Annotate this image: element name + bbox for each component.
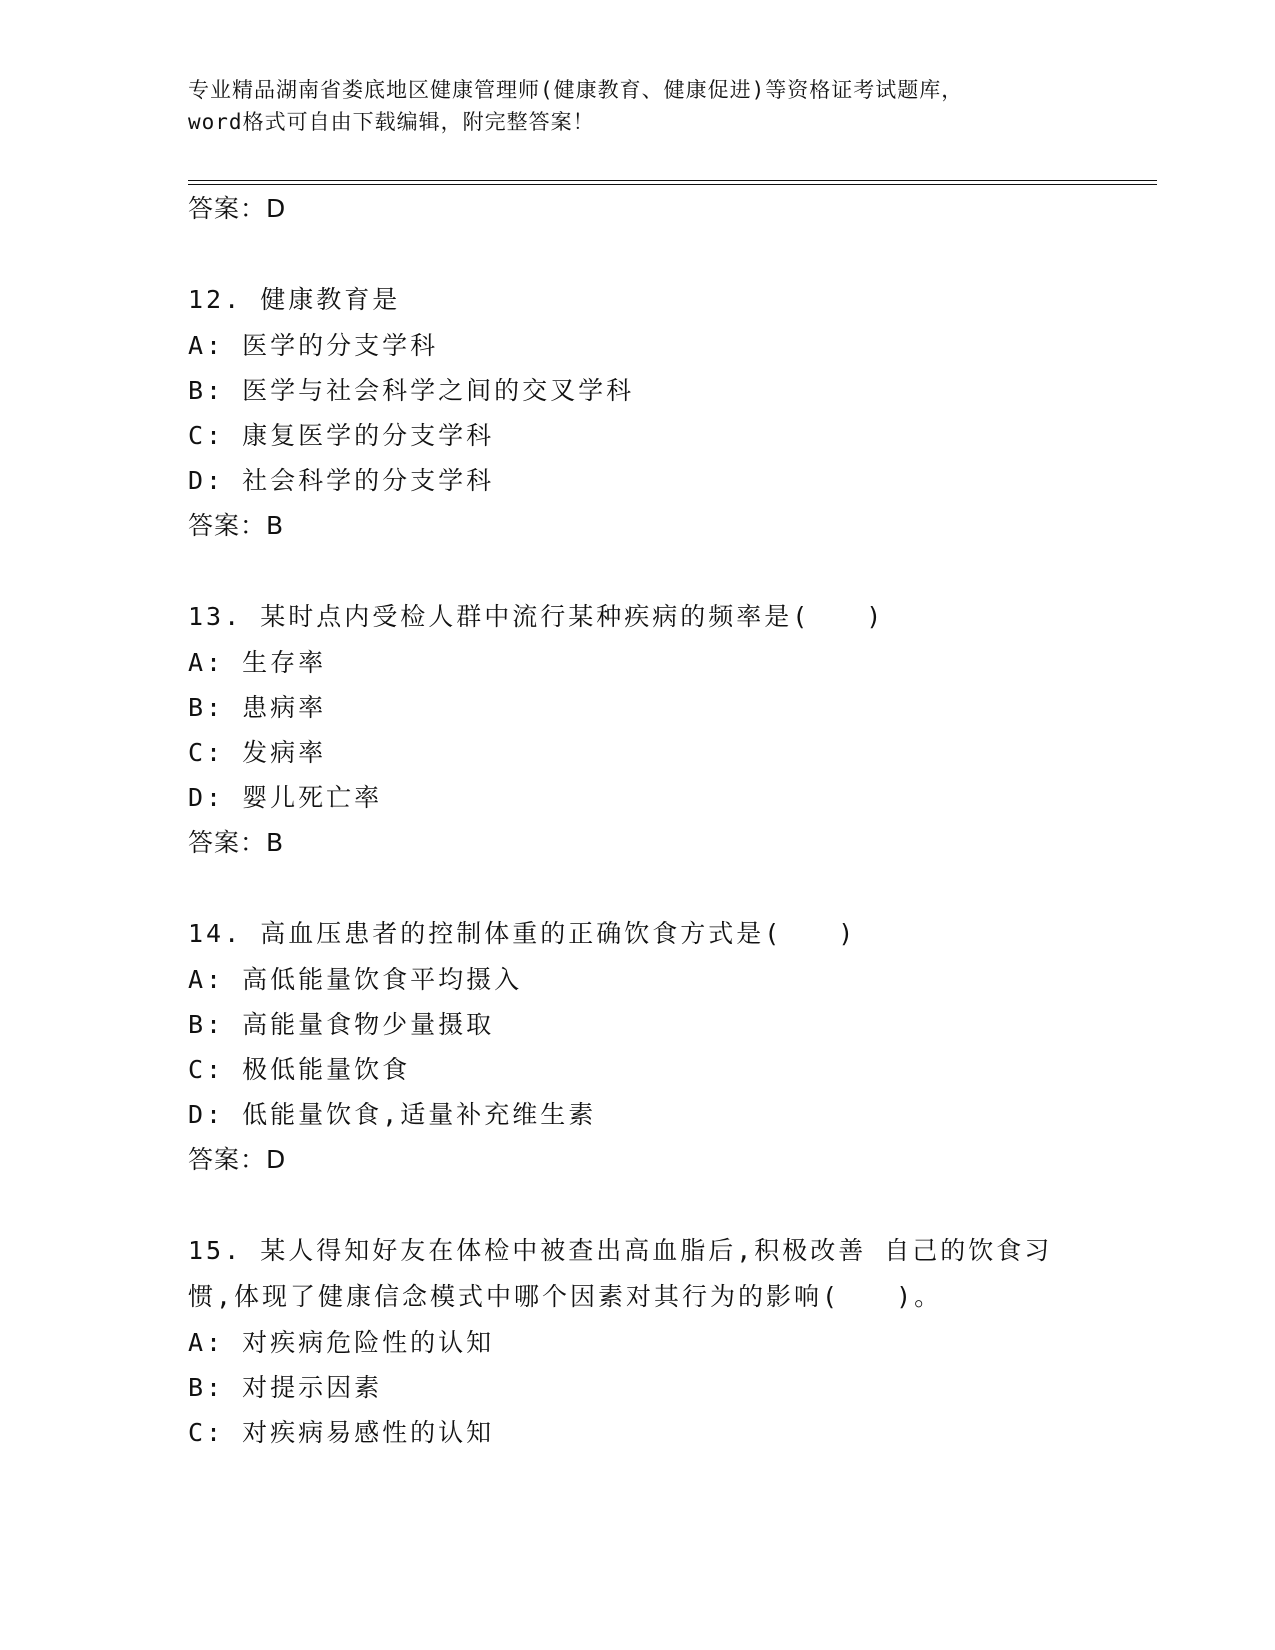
option-c: C: 对疾病易感性的认知 [188, 1418, 495, 1447]
option-c: C: 发病率 [188, 738, 327, 767]
option-a: A: 高低能量饮食平均摄入 [188, 965, 523, 994]
option-a: A: 医学的分支学科 [188, 331, 439, 360]
header-line-1: 专业精品湖南省娄底地区健康管理师(健康教育、健康促进)等资格证考试题库， [188, 78, 964, 102]
option-d: D: 低能量饮食,适量补充维生素 [188, 1100, 597, 1129]
page-header [188, 74, 1088, 138]
spacer [188, 549, 1088, 594]
option-a: A: 对疾病危险性的认知 [188, 1328, 495, 1357]
option-c: C: 康复医学的分支学科 [188, 421, 495, 450]
answer-line: 答案：B [188, 511, 285, 540]
question-text: 13. 某时点内受检人群中流行某种疾病的频率是( ) [188, 602, 885, 631]
option-b: B: 患病率 [188, 693, 327, 722]
answer-line: 答案：D [188, 1145, 287, 1174]
option-b: B: 高能量食物少量摄取 [188, 1010, 495, 1039]
header-line-2: word格式可自由下载编辑，附完整答案！ [188, 110, 595, 134]
option-a: A: 生存率 [188, 648, 327, 677]
spacer [188, 866, 1088, 911]
option-d: D: 婴儿死亡率 [188, 783, 383, 812]
option-b: B: 对提示因素 [188, 1373, 383, 1402]
question-text: 12. 健康教育是 [188, 285, 401, 314]
option-b: B: 医学与社会科学之间的交叉学科 [188, 376, 635, 405]
option-d: D: 社会科学的分支学科 [188, 466, 495, 495]
answer-line: 答案：B [188, 828, 285, 857]
spacer [188, 232, 1088, 277]
answer-line: 答案：D [188, 194, 287, 223]
header-divider [188, 180, 1157, 185]
document-body [188, 186, 1088, 1455]
option-c: C: 极低能量饮食 [188, 1055, 411, 1084]
question-text: 14. 高血压患者的控制体重的正确饮食方式是( ) [188, 919, 857, 948]
question-text: 15. 某人得知好友在体检中被查出高血脂后,积极改善 自己的饮食习惯,体现了健康信念模式中哪个因素对其行为的影响( )。 [188, 1236, 1053, 1311]
spacer [188, 1183, 1088, 1228]
